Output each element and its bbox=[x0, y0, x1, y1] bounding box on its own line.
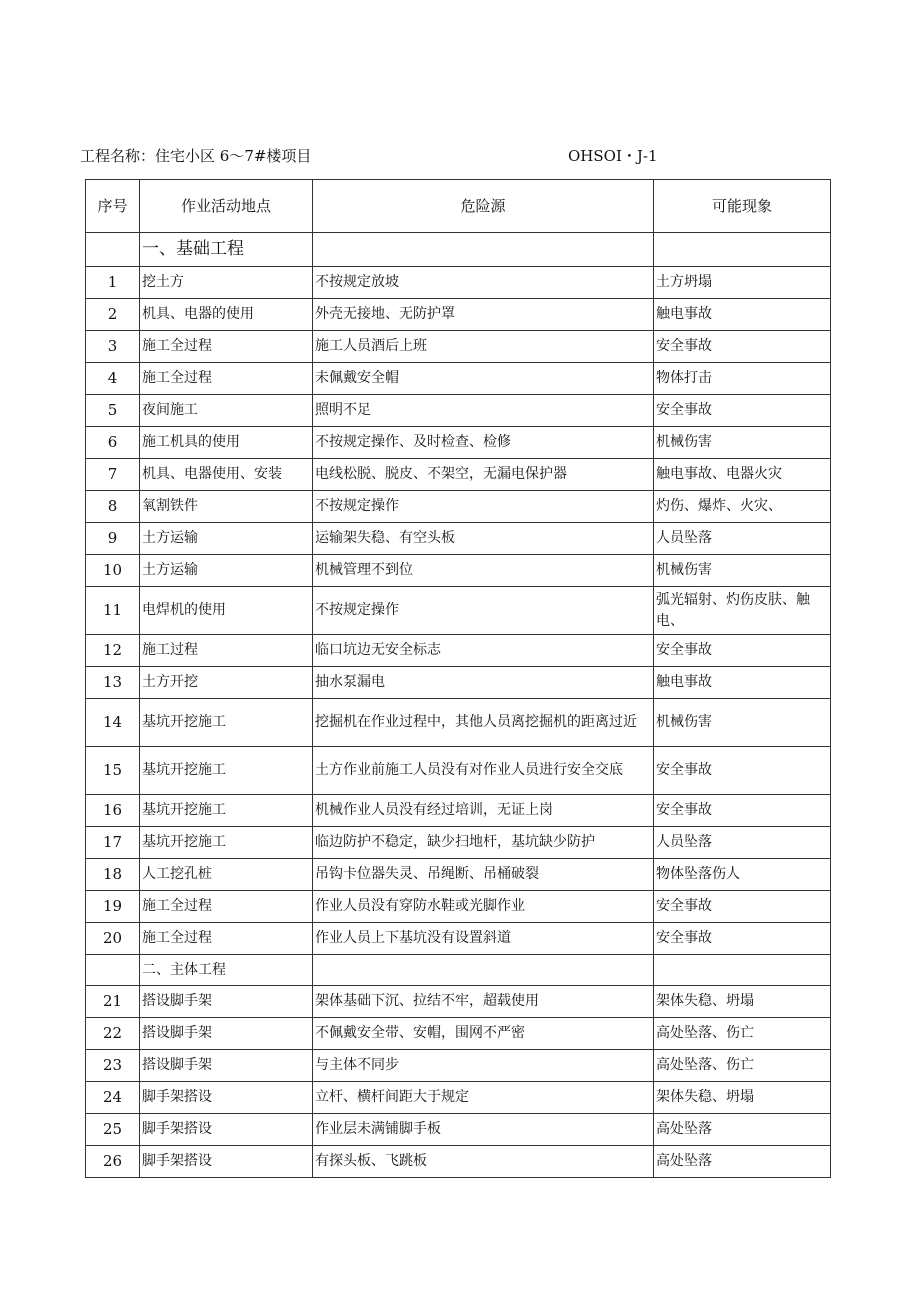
row-location: 搭设脚手架 bbox=[140, 986, 313, 1018]
row-hazard: 作业人员没有穿防水鞋或光脚作业 bbox=[313, 891, 654, 923]
row-location: 施工机具的使用 bbox=[140, 427, 313, 459]
table-row bbox=[86, 331, 831, 363]
row-location: 土方运输 bbox=[140, 555, 313, 587]
row-effect: 物体打击 bbox=[654, 363, 831, 395]
row-hazard: 运输架失稳、有空头板 bbox=[313, 523, 654, 555]
row-number: 19 bbox=[86, 891, 140, 923]
row-effect: 弧光辐射、灼伤皮肤、触电、 bbox=[654, 587, 831, 635]
row-effect: 物体坠落伤人 bbox=[654, 859, 831, 891]
section-row bbox=[86, 955, 831, 986]
row-number: 20 bbox=[86, 923, 140, 955]
row-hazard: 施工人员酒后上班 bbox=[313, 331, 654, 363]
row-hazard: 外壳无接地、无防护罩 bbox=[313, 299, 654, 331]
row-location: 机具、电器的使用 bbox=[140, 299, 313, 331]
header-location: 作业活动地点 bbox=[140, 180, 313, 233]
row-hazard: 机械管理不到位 bbox=[313, 555, 654, 587]
row-number: 4 bbox=[86, 363, 140, 395]
hazard-table bbox=[85, 179, 831, 1178]
table-header-row bbox=[86, 180, 831, 233]
row-location: 基坑开挖施工 bbox=[140, 699, 313, 747]
row-hazard: 电线松脱、脱皮、不架空，无漏电保护器 bbox=[313, 459, 654, 491]
row-location: 施工过程 bbox=[140, 635, 313, 667]
row-effect: 机械伤害 bbox=[654, 555, 831, 587]
section-title: 一、基础工程 bbox=[140, 233, 313, 267]
row-number: 10 bbox=[86, 555, 140, 587]
row-hazard: 抽水泵漏电 bbox=[313, 667, 654, 699]
table-row bbox=[86, 859, 831, 891]
table-row bbox=[86, 667, 831, 699]
table-row bbox=[86, 1114, 831, 1146]
table-row bbox=[86, 555, 831, 587]
table-row bbox=[86, 795, 831, 827]
row-effect: 安全事故 bbox=[654, 795, 831, 827]
row-effect: 灼伤、爆炸、火灾、 bbox=[654, 491, 831, 523]
row-effect: 安全事故 bbox=[654, 923, 831, 955]
row-number: 3 bbox=[86, 331, 140, 363]
row-effect: 人员坠落 bbox=[654, 523, 831, 555]
row-hazard: 挖掘机在作业过程中，其他人员离挖掘机的距离过近 bbox=[313, 699, 654, 747]
table-row bbox=[86, 1050, 831, 1082]
row-hazard: 不按规定操作、及时检查、检修 bbox=[313, 427, 654, 459]
row-number: 13 bbox=[86, 667, 140, 699]
row-hazard: 不按规定操作 bbox=[313, 587, 654, 635]
section-number-cell bbox=[86, 233, 140, 267]
section-hazard-cell bbox=[313, 233, 654, 267]
row-location: 土方开挖 bbox=[140, 667, 313, 699]
row-effect: 架体失稳、坍塌 bbox=[654, 986, 831, 1018]
row-hazard: 有探头板、飞跳板 bbox=[313, 1146, 654, 1178]
table-row bbox=[86, 699, 831, 747]
row-hazard: 不佩戴安全带、安帽，围网不严密 bbox=[313, 1018, 654, 1050]
row-effect: 安全事故 bbox=[654, 747, 831, 795]
row-location: 基坑开挖施工 bbox=[140, 827, 313, 859]
row-number: 17 bbox=[86, 827, 140, 859]
row-effect: 触电事故 bbox=[654, 299, 831, 331]
table-row bbox=[86, 491, 831, 523]
row-hazard: 临边防护不稳定，缺少扫地杆，基坑缺少防护 bbox=[313, 827, 654, 859]
row-effect: 机械伤害 bbox=[654, 427, 831, 459]
section-title: 二、主体工程 bbox=[140, 955, 313, 986]
row-effect: 高处坠落、伤亡 bbox=[654, 1050, 831, 1082]
row-hazard: 立杆、横杆间距大于规定 bbox=[313, 1082, 654, 1114]
row-number: 21 bbox=[86, 986, 140, 1018]
row-effect: 安全事故 bbox=[654, 891, 831, 923]
row-number: 14 bbox=[86, 699, 140, 747]
row-effect: 触电事故 bbox=[654, 667, 831, 699]
row-number: 16 bbox=[86, 795, 140, 827]
row-location: 脚手架搭设 bbox=[140, 1146, 313, 1178]
row-location: 施工全过程 bbox=[140, 331, 313, 363]
row-location: 土方运输 bbox=[140, 523, 313, 555]
row-number: 6 bbox=[86, 427, 140, 459]
row-hazard: 作业层未满铺脚手板 bbox=[313, 1114, 654, 1146]
row-effect: 高处坠落 bbox=[654, 1114, 831, 1146]
table-row bbox=[86, 523, 831, 555]
row-number: 22 bbox=[86, 1018, 140, 1050]
row-effect: 人员坠落 bbox=[654, 827, 831, 859]
row-location: 施工全过程 bbox=[140, 923, 313, 955]
table-row bbox=[86, 587, 831, 635]
row-location: 机具、电器使用、安装 bbox=[140, 459, 313, 491]
header-number: 序号 bbox=[86, 180, 140, 233]
row-number: 11 bbox=[86, 587, 140, 635]
row-effect: 安全事故 bbox=[654, 331, 831, 363]
table-row bbox=[86, 747, 831, 795]
row-number: 24 bbox=[86, 1082, 140, 1114]
row-number: 5 bbox=[86, 395, 140, 427]
row-number: 9 bbox=[86, 523, 140, 555]
row-hazard: 未佩戴安全帽 bbox=[313, 363, 654, 395]
row-number: 15 bbox=[86, 747, 140, 795]
row-number: 18 bbox=[86, 859, 140, 891]
section-row bbox=[86, 233, 831, 267]
table-row bbox=[86, 635, 831, 667]
section-effect-cell bbox=[654, 233, 831, 267]
row-number: 7 bbox=[86, 459, 140, 491]
table-row bbox=[86, 363, 831, 395]
row-effect: 触电事故、电器火灾 bbox=[654, 459, 831, 491]
table-row bbox=[86, 299, 831, 331]
row-location: 搭设脚手架 bbox=[140, 1018, 313, 1050]
row-hazard: 临口坑边无安全标志 bbox=[313, 635, 654, 667]
table-row bbox=[86, 459, 831, 491]
row-number: 1 bbox=[86, 267, 140, 299]
table-row bbox=[86, 1082, 831, 1114]
row-location: 人工挖孔桩 bbox=[140, 859, 313, 891]
document-code: OHSOI・J-1 bbox=[568, 147, 658, 165]
row-hazard: 土方作业前施工人员没有对作业人员进行安全交底 bbox=[313, 747, 654, 795]
row-location: 施工全过程 bbox=[140, 891, 313, 923]
row-number: 2 bbox=[86, 299, 140, 331]
row-location: 电焊机的使用 bbox=[140, 587, 313, 635]
row-location: 脚手架搭设 bbox=[140, 1114, 313, 1146]
row-number: 23 bbox=[86, 1050, 140, 1082]
row-hazard: 与主体不同步 bbox=[313, 1050, 654, 1082]
row-number: 26 bbox=[86, 1146, 140, 1178]
table-row bbox=[86, 1146, 831, 1178]
section-number-cell bbox=[86, 955, 140, 986]
row-effect: 高处坠落、伤亡 bbox=[654, 1018, 831, 1050]
header-hazard: 危险源 bbox=[313, 180, 654, 233]
table-row bbox=[86, 395, 831, 427]
row-location: 夜间施工 bbox=[140, 395, 313, 427]
header-effect: 可能现象 bbox=[654, 180, 831, 233]
row-number: 25 bbox=[86, 1114, 140, 1146]
row-hazard: 作业人员上下基坑没有设置斜道 bbox=[313, 923, 654, 955]
row-effect: 高处坠落 bbox=[654, 1146, 831, 1178]
section-hazard-cell bbox=[313, 955, 654, 986]
table-row bbox=[86, 1018, 831, 1050]
row-hazard: 不按规定操作 bbox=[313, 491, 654, 523]
row-effect: 机械伤害 bbox=[654, 699, 831, 747]
row-effect: 安全事故 bbox=[654, 395, 831, 427]
row-location: 氧割铁件 bbox=[140, 491, 313, 523]
row-hazard: 照明不足 bbox=[313, 395, 654, 427]
row-number: 12 bbox=[86, 635, 140, 667]
table-row bbox=[86, 427, 831, 459]
row-hazard: 不按规定放坡 bbox=[313, 267, 654, 299]
table-body bbox=[86, 233, 831, 1178]
row-location: 搭设脚手架 bbox=[140, 1050, 313, 1082]
row-location: 基坑开挖施工 bbox=[140, 795, 313, 827]
table-row bbox=[86, 891, 831, 923]
row-effect: 土方坍塌 bbox=[654, 267, 831, 299]
table-row bbox=[86, 986, 831, 1018]
table-row bbox=[86, 923, 831, 955]
row-location: 基坑开挖施工 bbox=[140, 747, 313, 795]
row-location: 施工全过程 bbox=[140, 363, 313, 395]
row-effect: 安全事故 bbox=[654, 635, 831, 667]
table-row bbox=[86, 267, 831, 299]
project-name: 工程名称：住宅小区 6～7#楼项目 bbox=[80, 147, 312, 165]
section-effect-cell bbox=[654, 955, 831, 986]
row-hazard: 架体基础下沉、拉结不牢，超载使用 bbox=[313, 986, 654, 1018]
row-location: 脚手架搭设 bbox=[140, 1082, 313, 1114]
table-row bbox=[86, 827, 831, 859]
row-hazard: 机械作业人员没有经过培训，无证上岗 bbox=[313, 795, 654, 827]
row-number: 8 bbox=[86, 491, 140, 523]
row-location: 挖土方 bbox=[140, 267, 313, 299]
row-effect: 架体失稳、坍塌 bbox=[654, 1082, 831, 1114]
row-hazard: 吊钩卡位器失灵、吊绳断、吊桶破裂 bbox=[313, 859, 654, 891]
